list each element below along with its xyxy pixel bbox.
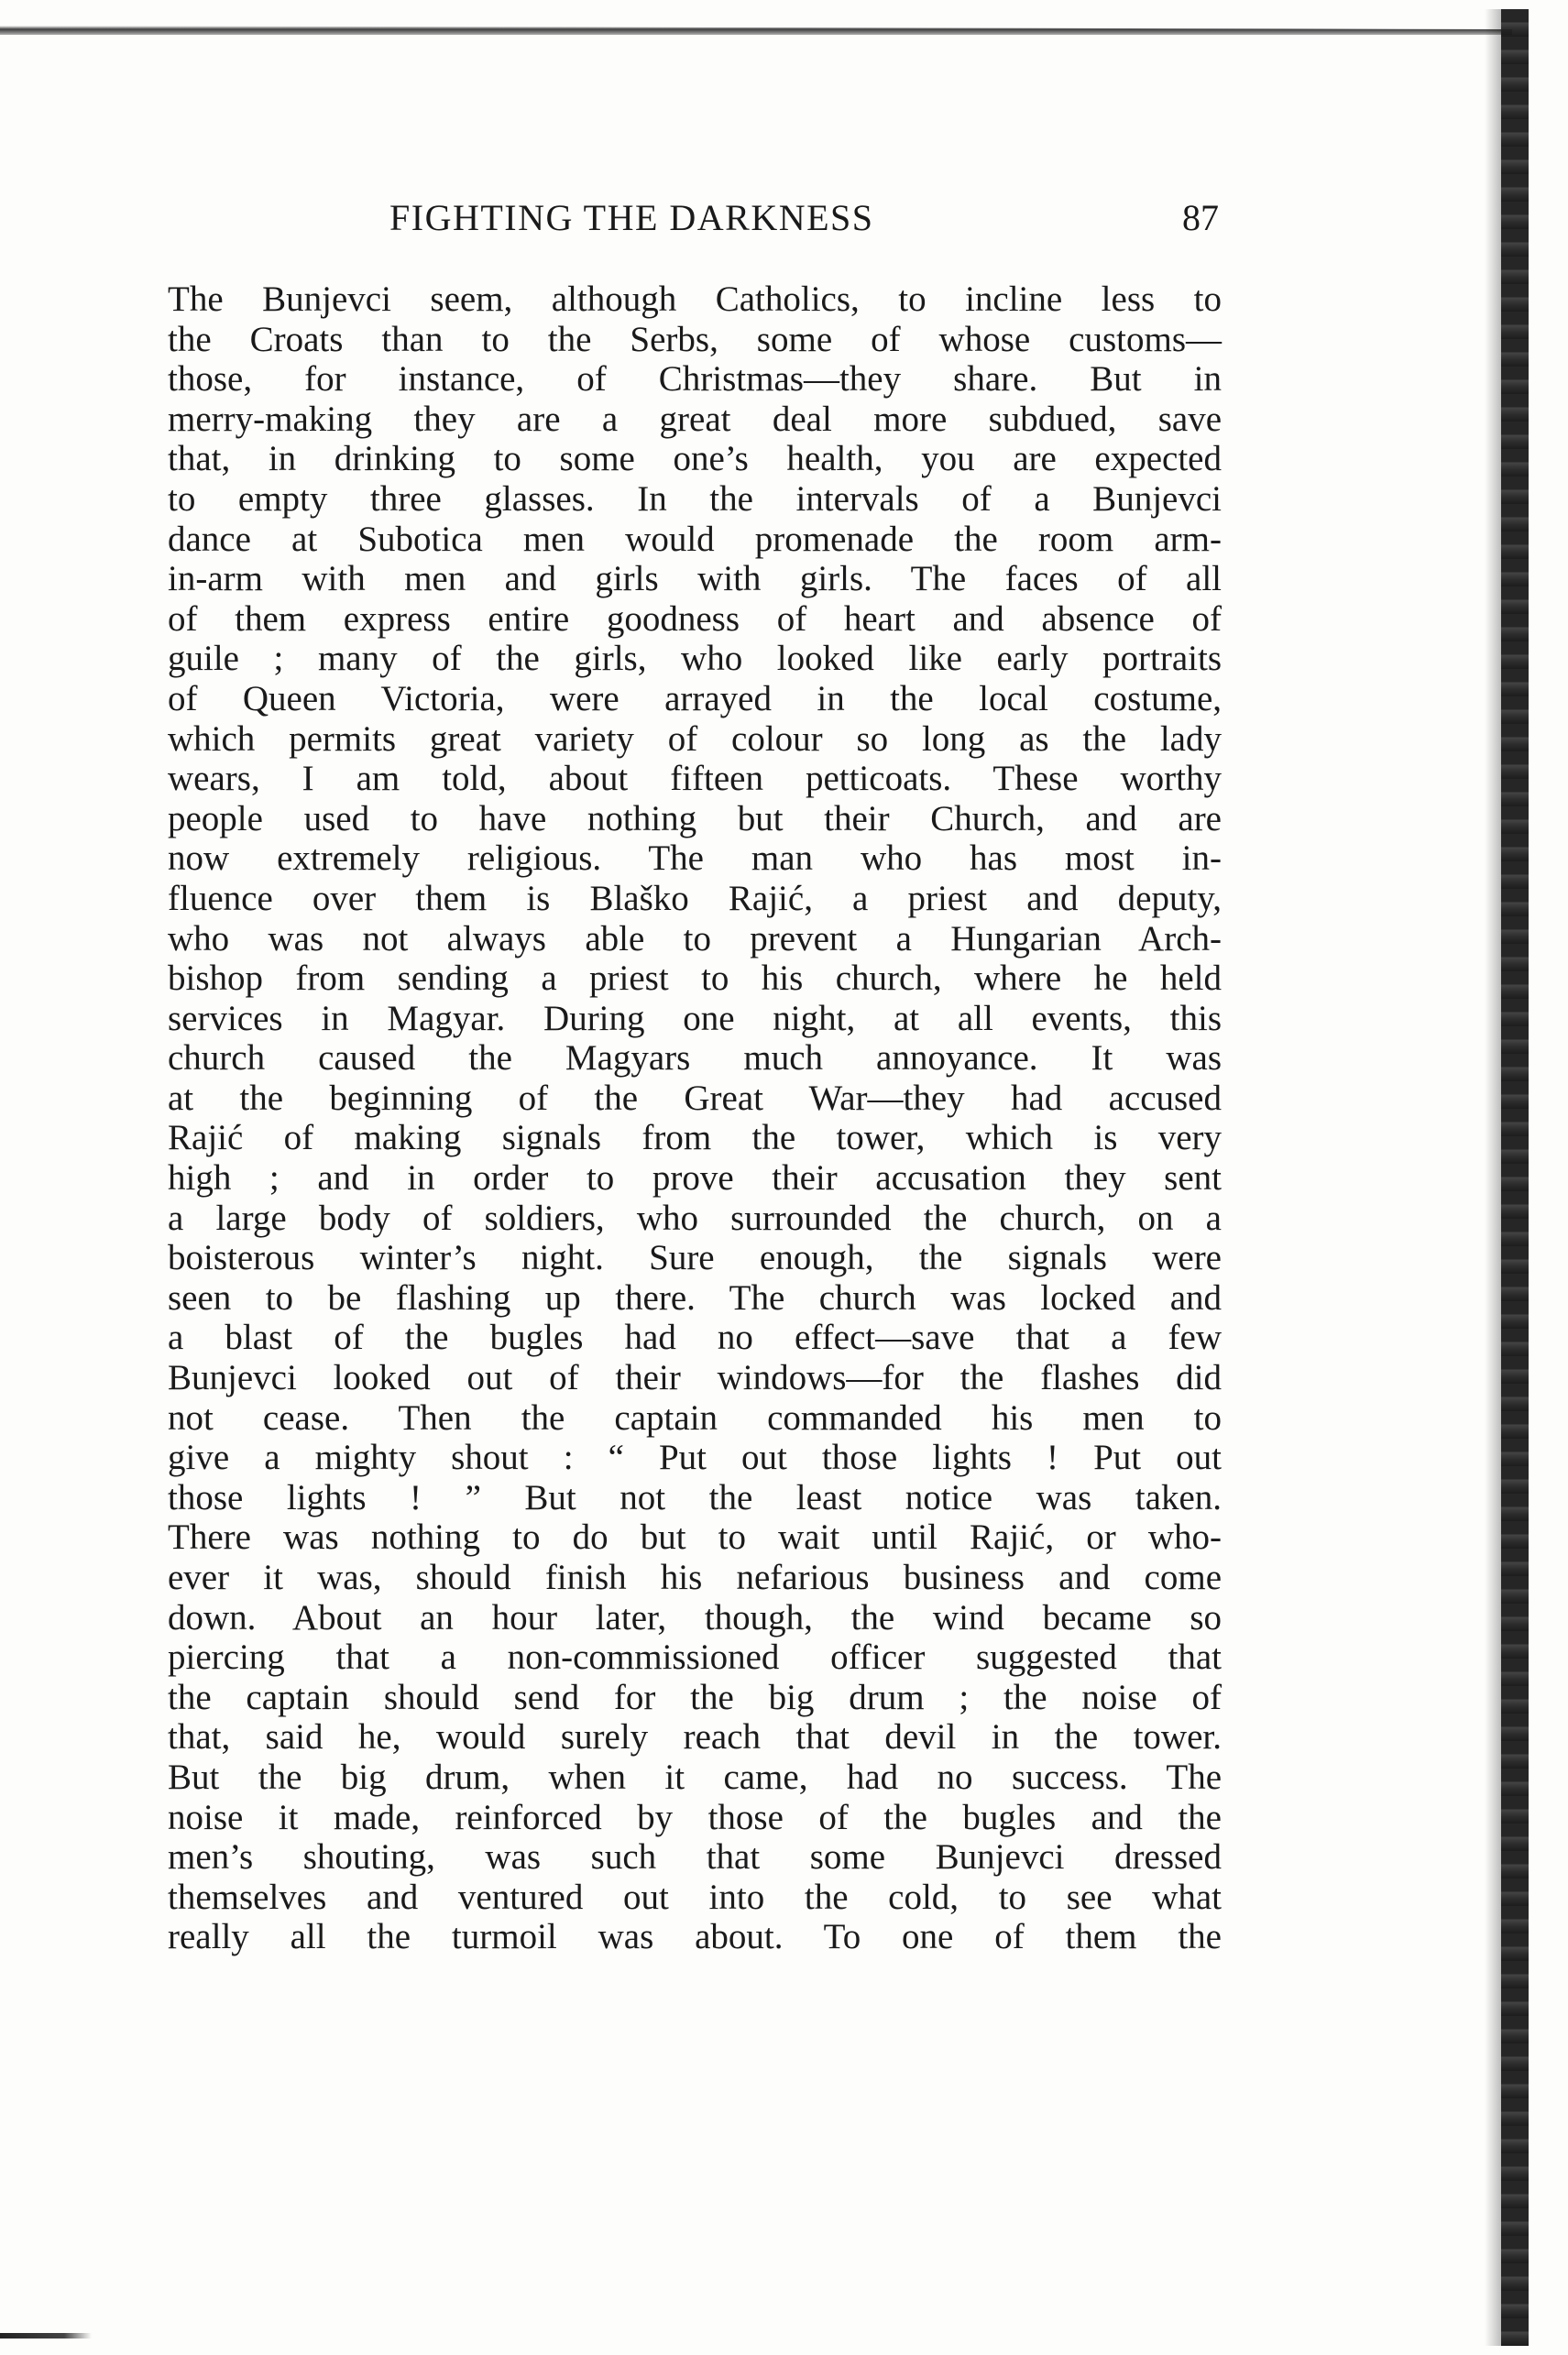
text-line: of them express entire goodness of heart and absence of	[168, 598, 1222, 639]
text-line: dance at Subotica men would promenade the room arm-	[168, 519, 1222, 559]
text-line: that, said he, would surely reach that devil in the tower.	[168, 1717, 1222, 1758]
text-line: who was not always able to prevent a Hungarian Arch-	[168, 918, 1222, 958]
running-head	[170, 195, 1219, 241]
text-line: The Bunjevci seem, although Catholics, to incline less to	[168, 279, 1222, 319]
text-line: a large body of soldiers, who surrounded the church, on a	[168, 1198, 1222, 1238]
text-line: those lights ! ” But not the least notice was taken.	[168, 1477, 1222, 1517]
text-line: not cease. Then the captain commanded his men to	[168, 1397, 1222, 1438]
text-line: of Queen Victoria, were arrayed in the local costume,	[168, 678, 1222, 718]
page-number: 87	[1182, 197, 1219, 238]
text-line: noise it made, reinforced by those of the bugles and the	[168, 1797, 1222, 1837]
text-line: to empty three glasses. In the intervals of a Bunjevci	[168, 478, 1222, 519]
text-line: boisterous winter’s night. Sure enough, the signals were	[168, 1238, 1222, 1278]
text-line: people used to have nothing but their Church, and are	[168, 798, 1222, 838]
text-line: There was nothing to do but to wait until Rajić, or who-	[168, 1517, 1222, 1558]
text-line: bishop from sending a priest to his church, where he held	[168, 958, 1222, 999]
scan-spine-edge	[1501, 9, 1529, 2346]
text-line: fluence over them is Blaško Rajić, a priest and deputy,	[168, 878, 1222, 918]
text-line: at the beginning of the Great War—they had accused	[168, 1078, 1222, 1118]
text-line: piercing that a non-commissioned officer suggested that	[168, 1638, 1222, 1678]
text-line: that, in drinking to some one’s health, you are expected	[168, 439, 1222, 479]
text-line: high ; and in order to prove their accusation they sent	[168, 1158, 1222, 1199]
text-line: wears, I am told, about fifteen petticoats. These worthy	[168, 759, 1222, 799]
text-line: men’s shouting, was such that some Bunjevci dressed	[168, 1837, 1222, 1878]
text-line: which permits great variety of colour so long as the lady	[168, 718, 1222, 759]
text-line: But the big drum, when it came, had no success. The	[168, 1757, 1222, 1797]
text-line: themselves and ventured out into the cold, to see what	[168, 1877, 1222, 1917]
text-line: seen to be flashing up there. The church was locked and	[168, 1277, 1222, 1318]
text-line: Bunjevci looked out of their windows—for the flashes did	[168, 1358, 1222, 1398]
text-line: church caused the Magyars much annoyance. It was	[168, 1038, 1222, 1079]
scan-spine-shadow	[1485, 9, 1501, 2346]
text-line: ever it was, should finish his nefarious business and come	[168, 1558, 1222, 1597]
text-line: services in Magyar. During one night, at all events, this	[168, 998, 1222, 1038]
text-line: those, for instance, of Christmas—they share. But in	[168, 359, 1222, 400]
text-line: a blast of the bugles had no effect—save that a few	[168, 1318, 1222, 1358]
text-line: give a mighty shout : “ Put out those lights ! Put out	[168, 1438, 1222, 1478]
text-line: really all the turmoil was about. To one of them the	[168, 1917, 1222, 1957]
text-line: Rajić of making signals from the tower, which is very	[168, 1118, 1222, 1158]
text-line: now extremely religious. The man who has most in-	[168, 838, 1222, 879]
text-line: merry-making they are a great deal more subdued, save	[168, 399, 1222, 439]
text-line: guile ; many of the girls, who looked like early portraits	[168, 639, 1222, 679]
scan-top-edge	[0, 26, 1512, 35]
scan-bottom-mark	[0, 2333, 92, 2339]
body-text	[168, 279, 1222, 1957]
text-line: in-arm with men and girls with girls. The faces of all	[168, 559, 1222, 599]
text-line: the captain should send for the big drum ; the noise of	[168, 1677, 1222, 1717]
running-title: FIGHTING THE DARKNESS	[389, 197, 874, 238]
text-line: the Croats than to the Serbs, some of whose customs—	[168, 319, 1222, 359]
text-line: down. About an hour later, though, the wind became so	[168, 1597, 1222, 1638]
